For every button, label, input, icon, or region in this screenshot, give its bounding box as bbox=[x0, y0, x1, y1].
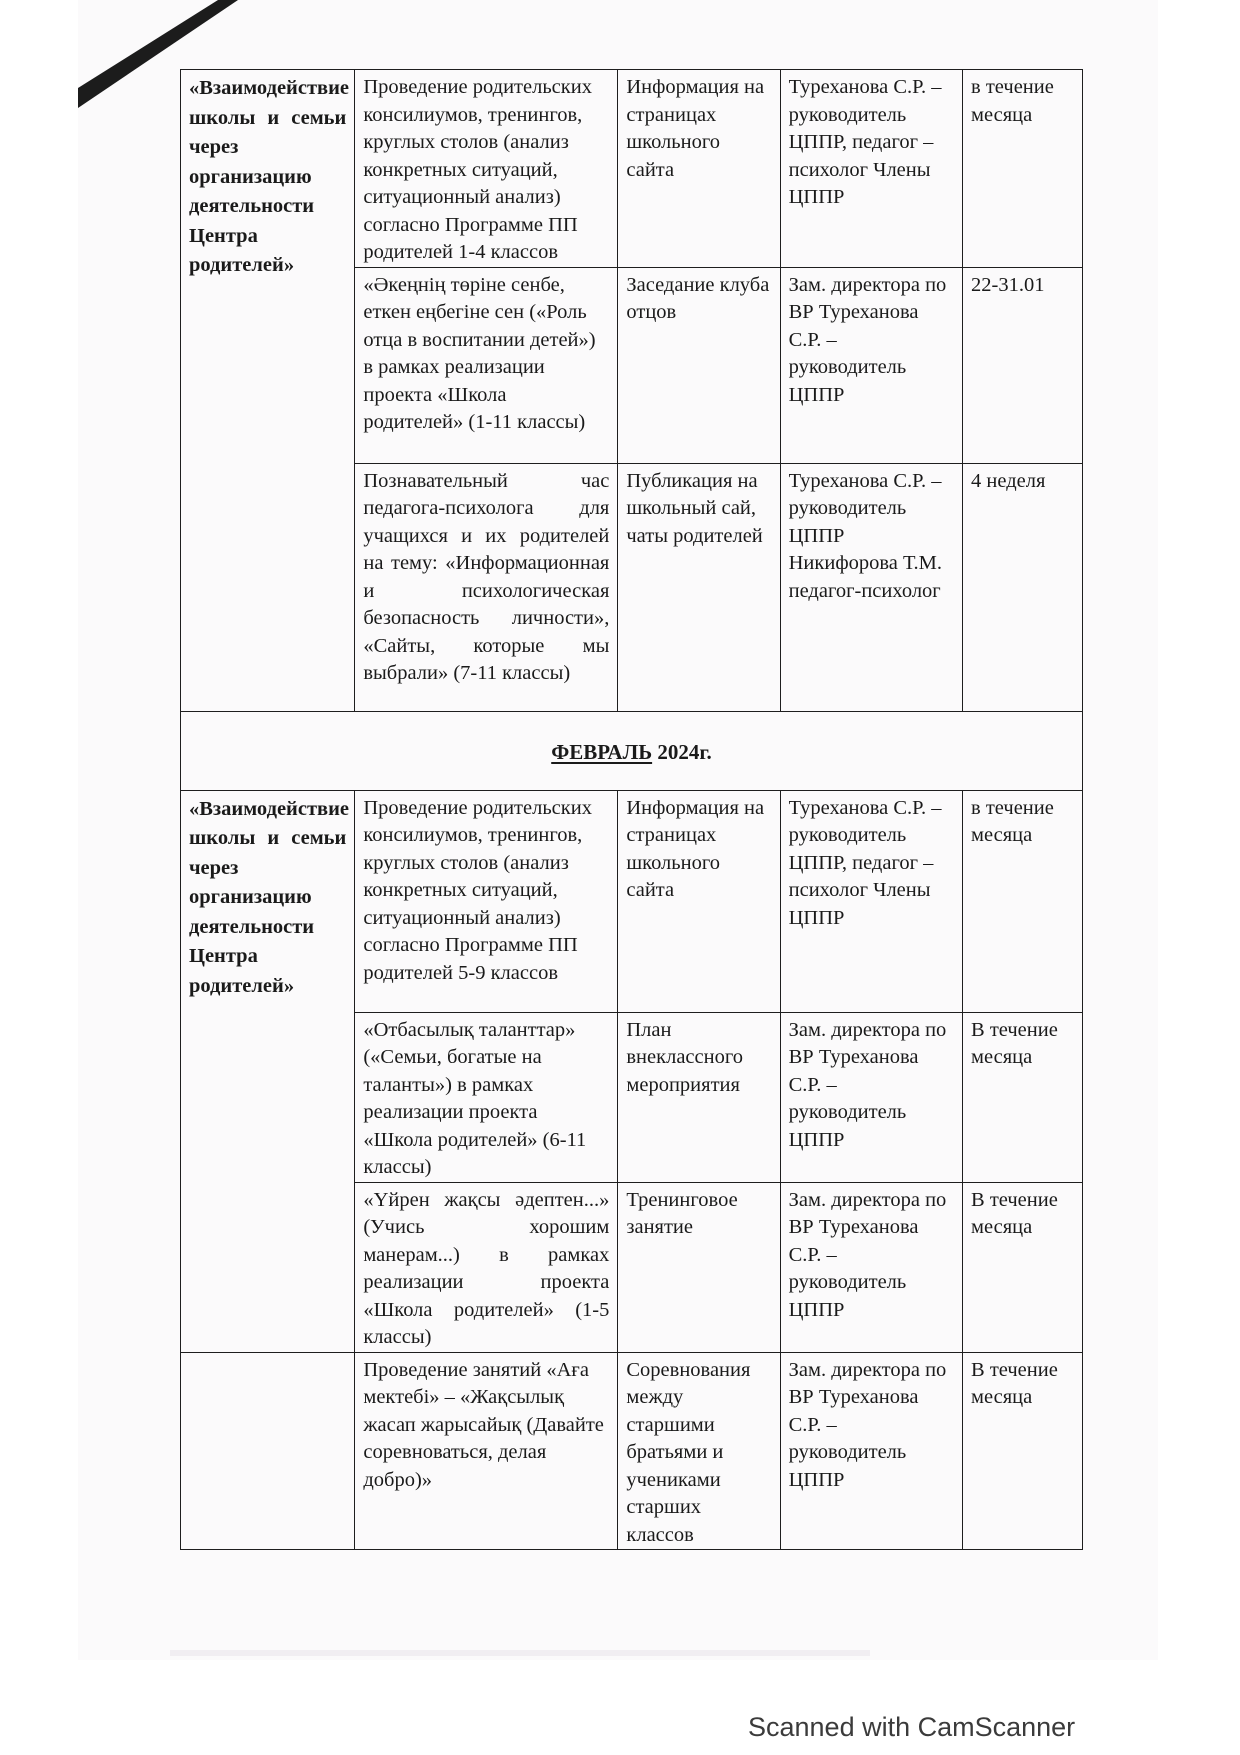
responsible-cell: Зам. директора по ВР Туреханова С.Р. –руководитель ЦППР bbox=[780, 267, 962, 463]
table-row bbox=[181, 1352, 1083, 1550]
form-cell: Публикация на школьный сай, чаты родителей bbox=[618, 463, 780, 711]
responsible-cell: Зам. директора по ВР Туреханова С.Р. –руководитель ЦППР bbox=[780, 1182, 962, 1352]
date-cell: 22-31.01 bbox=[963, 267, 1083, 463]
form-cell: Заседание клуба отцов bbox=[618, 267, 780, 463]
month-header-row bbox=[181, 711, 1083, 790]
direction-cell bbox=[181, 790, 355, 1352]
responsible-cell: Туреханова С.Р. –руководитель ЦППР Никифорова Т.М. педагог-психолог bbox=[780, 463, 962, 711]
form-cell: Информация на страницах школьного сайта bbox=[618, 790, 780, 1012]
event-plan-table bbox=[180, 69, 1083, 1550]
responsible-cell: Зам. директора по ВР Туреханова С.Р. –руководитель ЦППР bbox=[780, 1352, 962, 1550]
direction-cell bbox=[181, 70, 355, 712]
camscanner-watermark: Scanned with CamScanner bbox=[748, 1712, 1076, 1742]
date-cell: в течение месяца bbox=[963, 70, 1083, 268]
event-cell: Проведение занятий «Аға мектебі» – «Жақсылық жасап жарысайық (Давайте соревноваться, делая добро)» bbox=[355, 1352, 618, 1550]
table-row bbox=[181, 70, 1083, 268]
month-heading bbox=[181, 711, 1083, 790]
form-cell: Информация на страницах школьного сайта bbox=[618, 70, 780, 268]
direction-text: «Взаимодействие школы и семьи через организацию деятельности Центра родителей» bbox=[189, 797, 350, 997]
month-name: ФЕВРАЛЬ bbox=[551, 739, 653, 764]
direction-cell-empty bbox=[181, 1352, 355, 1550]
date-cell: В течение месяца bbox=[963, 1182, 1083, 1352]
form-cell: Тренинговое занятие bbox=[618, 1182, 780, 1352]
table-row bbox=[181, 790, 1083, 1012]
direction-text: «Взаимодействие школы и семьи через организацию деятельности Центра родителей» bbox=[189, 77, 350, 276]
date-cell: В течение месяца bbox=[963, 1352, 1083, 1550]
date-cell: в течение месяца bbox=[963, 790, 1083, 1012]
event-cell: Проведение родительских консилиумов, тренингов, круглых столов (анализ конкретных ситуаций, ситуационный анализ) согласно Программе ПП родителей 5-9 классов bbox=[355, 790, 618, 1012]
date-cell: 4 неделя bbox=[963, 463, 1083, 711]
event-cell: Проведение родительских консилиумов, тренингов, круглых столов (анализ конкретных ситуаций, ситуационный анализ) согласно Программе ПП родителей 1-4 классов bbox=[355, 70, 618, 268]
month-year: 2024г. bbox=[652, 739, 712, 764]
date-cell: В течение месяца bbox=[963, 1012, 1083, 1182]
scan-smudge bbox=[170, 1650, 870, 1656]
responsible-cell: Туреханова С.Р. –руководитель ЦППР, педагог – психолог Члены ЦППР bbox=[780, 70, 962, 268]
event-cell: «Әкеңнің төріне сенбе, еткен еңбегіне сен («Роль отца в воспитании детей») в рамках реализации проекта «Школа родителей» (1-11 классы) bbox=[355, 267, 618, 463]
form-cell: План внеклассного мероприятия bbox=[618, 1012, 780, 1182]
event-cell: Познавательный час педагога-психолога для учащихся и их родителей на тему: «Информационная и психологическая безопасность личности», «Сайты, которые мы выбрали» (7-11 классы) bbox=[355, 463, 618, 711]
event-cell: «Отбасылық таланттар» («Семьи, богатые на таланты») в рамках реализации проекта «Школа родителей» (6-11 классы) bbox=[355, 1012, 618, 1182]
event-cell: «Үйрен жақсы әдептен...» (Учись хорошим манерам...) в рамках реализации проекта «Школа родителей» (1-5 классы) bbox=[355, 1182, 618, 1352]
responsible-cell: Зам. директора по ВР Туреханова С.Р. –руководитель ЦППР bbox=[780, 1012, 962, 1182]
form-cell: Соревнования между старшими братьями и учениками старших классов bbox=[618, 1352, 780, 1550]
responsible-cell: Туреханова С.Р. –руководитель ЦППР, педагог – психолог Члены ЦППР bbox=[780, 790, 962, 1012]
